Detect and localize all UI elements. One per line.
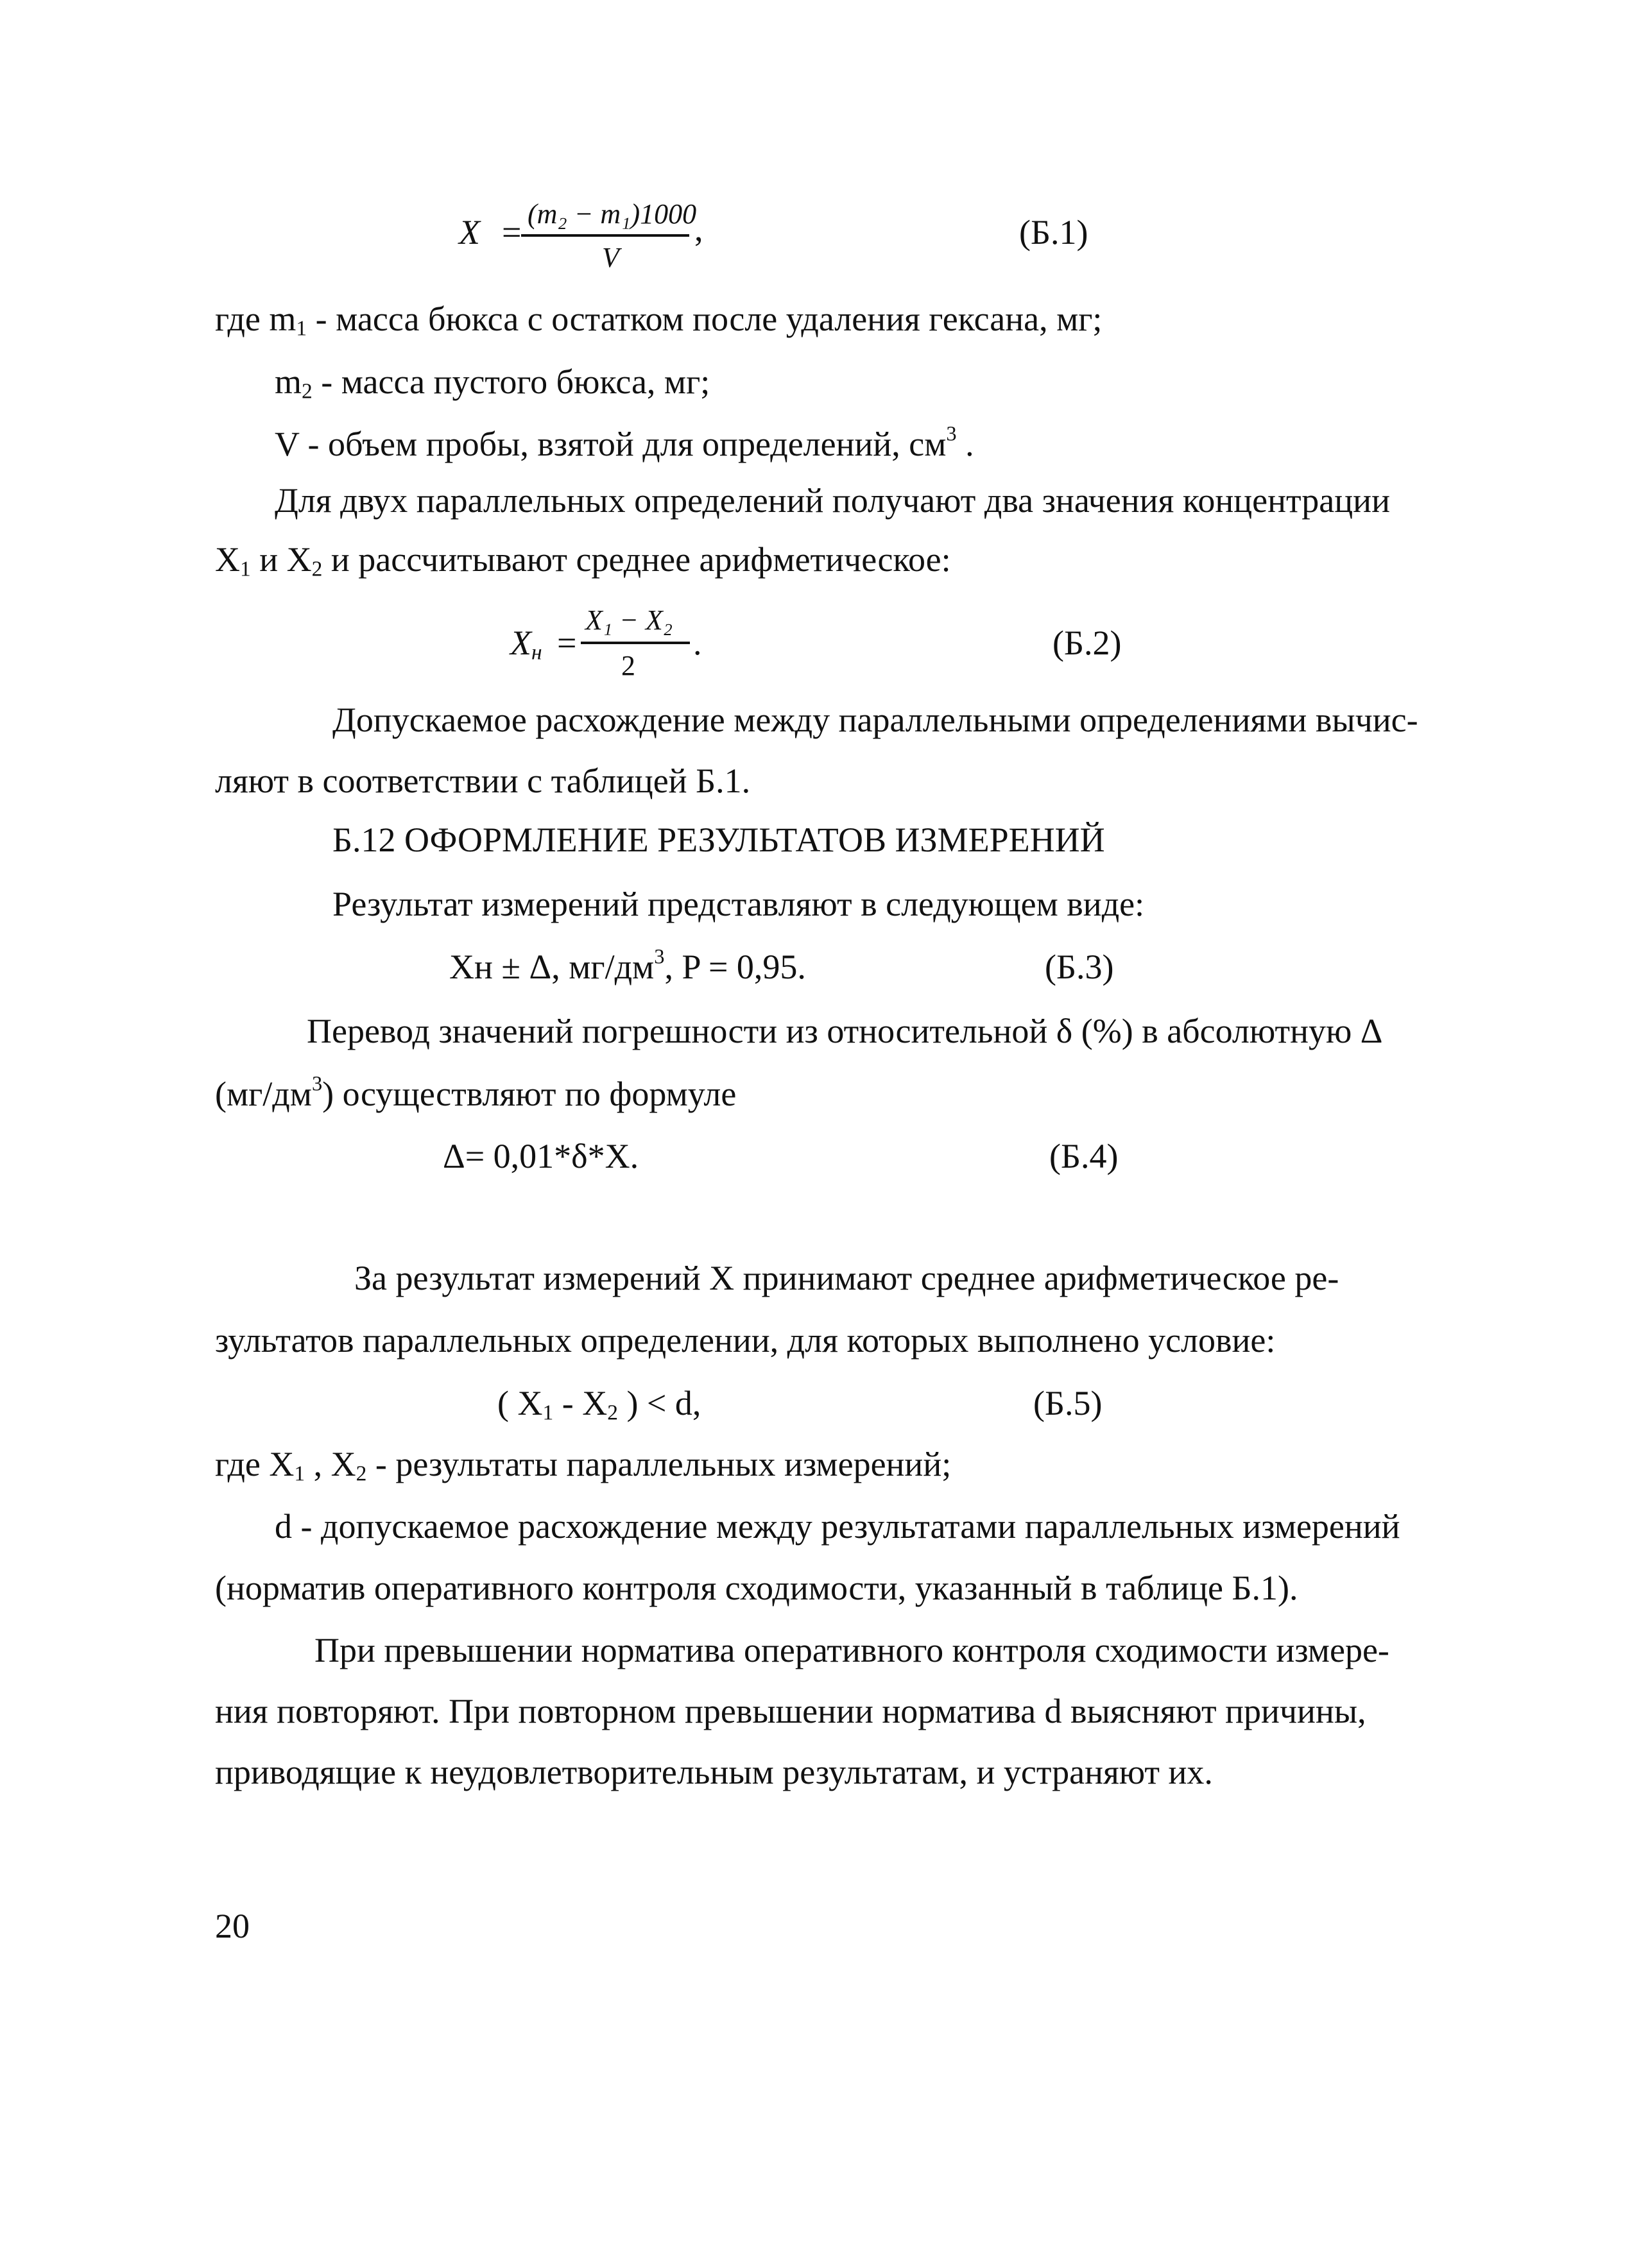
- para-condition-line1: За результат измерений X принимают среднее арифметическое ре-: [354, 1259, 1339, 1297]
- x2-sub: 2: [311, 557, 323, 581]
- where2-x1-var: где X: [215, 1445, 295, 1483]
- formula-b5-number: (Б.5): [1033, 1384, 1103, 1422]
- para-conversion-line2: [215, 1072, 737, 1113]
- page-number: 20: [215, 1907, 250, 1945]
- m2-var: m: [275, 362, 302, 401]
- para-exceed-line1: При превышении норматива оперативного контроля сходимости измере-: [314, 1631, 1389, 1669]
- m1-sub: 1: [296, 316, 307, 341]
- v-text: V - объем пробы, взятой для определений, см: [275, 425, 947, 463]
- where-m2-line: [275, 362, 710, 404]
- para-tolerance-line2: ляют в соответствии с таблицей Б.1.: [215, 762, 751, 800]
- para-two-line2-text: и рассчитывают среднее арифметическое:: [322, 540, 951, 579]
- formula-b3-expr: [449, 945, 806, 986]
- formula-b5-c: ) < d,: [617, 1384, 701, 1422]
- m1-text: - масса бюкса с остатком после удаления гексана, мг;: [307, 300, 1103, 338]
- formula-b2-equals: =: [557, 624, 577, 662]
- formula-b5-b: - X: [553, 1384, 608, 1422]
- formula-b1-lhs: X: [459, 213, 480, 252]
- where-v-line: [275, 422, 974, 463]
- para-tolerance-line1: Допускаемое расхождение между параллельными определениями вычис-: [332, 701, 1418, 739]
- formula-b1-equals: =: [502, 213, 522, 252]
- where-m1-line: [215, 300, 1103, 341]
- m1-var: m: [269, 300, 296, 338]
- formula-b2-lhs: [510, 624, 542, 665]
- para-two-line2: [215, 540, 951, 581]
- where2-x1-sub: 1: [294, 1462, 305, 1486]
- para-conversion-line2-b: ) осуществляют по формуле: [322, 1075, 737, 1113]
- para-conversion-line2-a: (мг/дм: [215, 1075, 312, 1113]
- para-exceed-line2: ния повторяют. При повторном превышении норматива d выясняют причины,: [215, 1692, 1366, 1730]
- para-conversion-sup: 3: [311, 1072, 323, 1096]
- formula-b2-number: (Б.2): [1052, 624, 1122, 662]
- where-lead: где: [215, 300, 270, 338]
- where2-line3: (норматив оперативного контроля сходимости, указанный в таблице Б.1).: [215, 1569, 1298, 1607]
- formula-b2-denominator: 2: [621, 650, 635, 681]
- formula-b1-numerator: (m₂ − m₁)1000: [528, 198, 697, 230]
- formula-b1-number: (Б.1): [1019, 213, 1088, 252]
- formula-b2-fraction-bar: [581, 642, 690, 644]
- formula-b5-sub2: 2: [607, 1401, 618, 1425]
- formula-b2-tail: .: [693, 624, 702, 662]
- formula-b3-expr-b: , P = 0,95.: [664, 948, 806, 986]
- formula-b2-lhs-var: X: [510, 624, 531, 662]
- where2-line2: d - допускаемое расхождение между результатами параллельных измерений: [275, 1507, 1400, 1546]
- where2-line1-text: - результаты параллельных измерений;: [366, 1445, 952, 1483]
- m2-sub: 2: [302, 379, 313, 404]
- m2-text: - масса пустого бюкса, мг;: [312, 362, 710, 401]
- formula-b2-numerator: X₁ − X₂: [585, 604, 673, 636]
- x1-sub: 1: [240, 557, 251, 581]
- v-sup: 3: [946, 422, 957, 446]
- x1-var: X: [215, 540, 240, 579]
- formula-b3-expr-a: Xн ± Δ, мг/дм: [449, 948, 655, 986]
- para-exceed-line3: приводящие к неудовлетворительным результатам, и устраняют их.: [215, 1753, 1213, 1791]
- formula-b1-denominator: V: [602, 242, 619, 273]
- para-condition-line2: зультатов параллельных определении, для которых выполнено условие:: [215, 1321, 1276, 1360]
- formula-b1-fraction-bar: [521, 234, 689, 237]
- where2-x2-var: , X: [305, 1445, 356, 1483]
- formula-b4-number: (Б.4): [1049, 1137, 1119, 1175]
- para-result: Результат измерений представляют в следующем виде:: [332, 885, 1145, 923]
- section-heading: Б.12 ОФОРМЛЕНИЕ РЕЗУЛЬТАТОВ ИЗМЕРЕНИЙ: [332, 821, 1105, 859]
- where2-x2-sub: 2: [356, 1462, 367, 1486]
- x2-var: и X: [250, 540, 312, 579]
- formula-b5-expr: [497, 1384, 701, 1425]
- para-two-line1: Для двух параллельных определений получают два значения концентрации: [275, 481, 1390, 520]
- where2-line1: [215, 1445, 952, 1486]
- formula-b3-number: (Б.3): [1045, 948, 1114, 986]
- formula-b4-expr: Δ= 0,01*δ*X.: [443, 1137, 639, 1175]
- formula-b1-tail: ,: [694, 210, 703, 248]
- formula-b2-lhs-sub: н: [531, 640, 542, 665]
- para-conversion-line1: Перевод значений погрешности из относительной δ (%) в абсолютную Δ: [307, 1012, 1383, 1050]
- formula-b5-a: ( X: [497, 1384, 543, 1422]
- formula-b3-sup: 3: [654, 945, 665, 969]
- formula-b5-sub1: 1: [542, 1401, 554, 1425]
- v-tail: .: [956, 425, 974, 463]
